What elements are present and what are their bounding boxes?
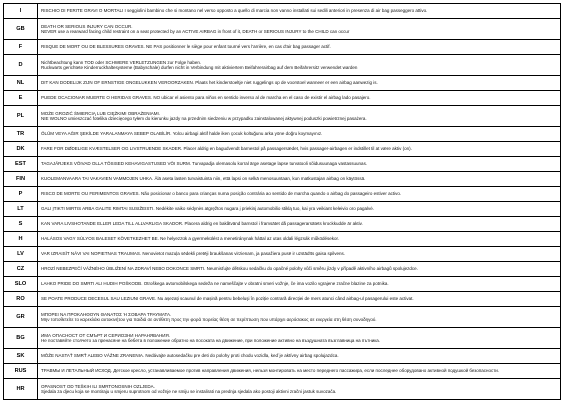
warning-row-lt xyxy=(4,202,561,217)
language-code: TR xyxy=(4,127,38,142)
warning-line: RISCHIO DI FERITE GRAVI O MORTALI I seggiolini bambino che si montano nel verso opposto a quello di marcia non vanno installati sui sedili anteriori in presenza di air bag passeggero attivo. xyxy=(41,8,428,14)
warning-line: SE POATE PRODUCE DECESUL SAU LEZIUNI GRAVE. Nu așezați scaunul de mașină pentru bebeluşi în poziție contrară direcției de mers atunci când airbag-ul pasagerului este activat. xyxy=(41,296,414,302)
warning-row-gr xyxy=(4,307,561,328)
language-code: I xyxy=(4,4,38,19)
warning-line: KAN VARA LIVSHOTANDE ELLER LEDA TILL ALLVARLIGA SKADOR. Placera aldrig en bakåtvänd barnstol i framsätet då passagerarsätets krockkudde är aktiv. xyxy=(41,221,363,227)
warning-text xyxy=(38,202,561,217)
warning-line: MOŻE GROZIĆ ŚMIERCIĄ LUB CIĘŻKIMI OBRAŻENIAMI. xyxy=(41,110,161,116)
language-code: RO xyxy=(4,292,38,307)
warning-line: DEATH OR SERIOUS INJURY CAN OCCUR. xyxy=(41,23,133,29)
language-code: SK xyxy=(4,349,38,364)
warning-line: LAHKO PRIDE DO SMRTI ALI HUDIH POŠKODB. Otroškega avtomobilskega sedeža ne nameščajte v obratni smeri vožnje, če ima vozilo vgrajene zračne blazine za potnika. xyxy=(41,281,389,287)
language-code: S xyxy=(4,217,38,232)
warning-line: OPASNOST OD TEŠKIH ILI SMRTONOSNIH OZLJEDA. xyxy=(41,383,155,389)
language-code: RUS xyxy=(4,364,38,379)
language-code: SLO xyxy=(4,277,38,292)
warning-line: RISQUE DE MORT OU DE BLESSURES GRAVES. NE PAS positionner le siège pour enfant tourné vers l'arrière, en cas d'air bag passager actif. xyxy=(41,44,331,50)
language-code: GB xyxy=(4,19,38,40)
language-code: E xyxy=(4,91,38,106)
warning-row-tr xyxy=(4,127,561,142)
warning-text xyxy=(38,232,561,247)
warning-line: GALI ĮTIKTI MIRTIS ARBA GALITE RIMTAI SUSIŽEISTI. Nedėkite vaiko sėdynės atgręžtos nugara į priekinį automobilio stiklą tuo, kai yra veikiant keleivio oro pagalvė. xyxy=(41,206,374,212)
warning-text xyxy=(38,262,561,277)
airbag-warning-document xyxy=(3,3,561,400)
warning-row-f xyxy=(4,40,561,55)
warning-line: ÖLÜM VEYA AĞIR ŞEKİLDE YARALANMAYA SEBEP OLABİLİR. Yolcu airbagi aktif halde iken çocuk koltuğunu arka yöne doğru koymayınız. xyxy=(41,131,323,137)
warning-row-lv xyxy=(4,247,561,262)
language-code: PL xyxy=(4,106,38,127)
warning-row-slo xyxy=(4,277,561,292)
warning-text xyxy=(38,157,561,172)
warning-text xyxy=(38,328,561,349)
warning-row-cz xyxy=(4,262,561,277)
warning-row-pl xyxy=(4,106,561,127)
warning-text xyxy=(38,292,561,307)
warning-line: NIE WOLNO umieszczać fotelika dziecięcego tyłem do kierunku jazdy na przednim siedzeniu w przypadku zainstalowanej aktywnej poduszki powietrznej pasażera. xyxy=(41,116,367,121)
warning-table xyxy=(3,3,561,400)
warning-line: Nichtbeachtung kann TOD oder SCHWERE VERLETZUNGEN zur Folge haben. xyxy=(41,59,202,65)
warning-line: Ruckwarts gerichtete Kinderruckhaltesysteme (Babyschale) durfen nicht in Verbindung mit aktiviertem Beifahrerairbag auf dem Beifahrersitz verwendet warden xyxy=(41,65,358,70)
warning-row-bg xyxy=(4,328,561,349)
warning-text xyxy=(38,127,561,142)
language-code: GR xyxy=(4,307,38,328)
language-code: EST xyxy=(4,157,38,172)
language-code: F xyxy=(4,40,38,55)
warning-line: Μην τοποθετείτε το καρεκλάκι αυτοκινήτου για παιδιά σε αντίθετη προς την φορά πορείας θέση σε περίπτωση που υπάρχει αερόσακος σε ενεργεία στη θέση συνοδηγού. xyxy=(41,317,377,322)
language-code: P xyxy=(4,187,38,202)
warning-text xyxy=(38,364,561,379)
warning-row-gb xyxy=(4,19,561,40)
warning-text xyxy=(38,91,561,106)
warning-text xyxy=(38,277,561,292)
warning-text xyxy=(38,19,561,40)
warning-text xyxy=(38,217,561,232)
warning-line: PUEDE OCACIONAR MUERTE O HERIDAS GRAVES. NO ubicar el asiento para niños en sentido inverso al de marcha en el caso de existir el airbag lado pasajero. xyxy=(41,95,371,101)
warning-line: MÔŽE NASTAŤ SMRŤ ALEBO VÁŽNE ZRANENIA. Nedávajte autosedačku pre deti do polohy proti chodu vozidla, keď je aktívny airbag spolujazdca. xyxy=(41,353,339,359)
warning-row-hr xyxy=(4,379,561,400)
warning-text xyxy=(38,187,561,202)
warning-text xyxy=(38,307,561,328)
warning-row-d xyxy=(4,55,561,76)
language-code: D xyxy=(4,55,38,76)
language-code: HR xyxy=(4,379,38,400)
warning-line: DIT KAN DODELIJK ZIJN OF ERNSTIGE ONGELUKKEN VEROORZAKEN. Plaats het kinderstoeltje niet ruggelings op de voorstoel wanneer er een airbag aanwezig is. xyxy=(41,80,378,86)
warning-line: KUOLEMANVAARA TAI VAKAVIEN VAMMOJEN UHKA. Älä aseta lasten turvaistuinta niin, että lapsi on selkä menosuuntaan, kun matkustajan airbag on käytössä. xyxy=(41,176,366,182)
warning-text xyxy=(38,172,561,187)
warning-row-nl xyxy=(4,76,561,91)
warning-line: Не поставяйте столчето за пренасяне на бебета в положение обратно на посоката на движение, при положение активно на въздушната възглавница на пътника. xyxy=(41,338,381,343)
warning-line: HROZÍ NEBEZPEČÍ VÁŽNÉHO ÚBLIŽENÍ NA ZDRAVÍ NEBO DOKONCE SMRTI. Neumisťujte dětskou sedačku do opačné polohy vůči směru jízdy v případě aktivního airbagů spolujezdce. xyxy=(41,266,418,272)
warning-text xyxy=(38,379,561,400)
warning-row-est xyxy=(4,157,561,172)
warning-line: VAR IZRAISĪT NĀVI VAI NOPIETNAS TRAUMAS. Nenovietot mazuļa sēdekli pretēji braukšanas virzienam, ja pasažiera pusē ir uzstādīts gaisa spilvens. xyxy=(41,251,346,257)
warning-text xyxy=(38,142,561,157)
warning-text xyxy=(38,247,561,262)
warning-row-e xyxy=(4,91,561,106)
warning-row-s xyxy=(4,217,561,232)
warning-row-ro xyxy=(4,292,561,307)
warning-row-dk xyxy=(4,142,561,157)
warning-line: NEVER use a rearward facing child restraint on a seat protected by an ACTIVE AIRBAG in front of it, DEATH or SERIOUS INJURY to the CHILD can occur xyxy=(41,29,350,34)
warning-line: Sjedala za djecu koja se montiraju u smjeru suprotnom od vožnje ne smiju se instalirati na prednja sjedala ako postoji aktivni zračni jastuk suvozača. xyxy=(41,389,337,394)
warning-line: ΜΠΟΡΕΙ ΝΑ ΠΡΟΚΛΗΘΟΥΝ ΘΑΝΑΤΟΣ Ή ΣΟΒΑΡΑ ΤΡΑΥΜΑΤΑ. xyxy=(41,311,172,317)
warning-text xyxy=(38,40,561,55)
warning-text xyxy=(38,76,561,91)
warning-text xyxy=(38,106,561,127)
language-code: CZ xyxy=(4,262,38,277)
language-code: NL xyxy=(4,76,38,91)
warning-line: TAGAJÄRJEKS VÕIVAD OLLA TÕSISED KEHAVIGASTUSED VÕI SURM. Turvapadja olemasolu korral ärge asetage lapse turvatooli sõidusuunaga vastassuunas. xyxy=(41,161,368,167)
warning-text xyxy=(38,349,561,364)
warning-row-rus xyxy=(4,364,561,379)
warning-line: HALÁSOS VAGY SÚLYOS BALESET KÖVETKEZHET BE. Ne helyezzük a gyermekülést a menetiránynak háttal az utas oldali légzsák működésekor. xyxy=(41,236,339,242)
warning-row-sk xyxy=(4,349,561,364)
language-code: DK xyxy=(4,142,38,157)
warning-line: FARE FOR DØDELIGE KVÆSTELSER OG LIVSTRUENDE SKADER. Placer aldrig en bagudvendt barnestol på passagersædet, hvis passager-airbagen er indstillet til at være aktiv (on). xyxy=(41,146,412,152)
language-code: FIN xyxy=(4,172,38,187)
warning-row-i xyxy=(4,4,561,19)
warning-row-p xyxy=(4,187,561,202)
warning-text xyxy=(38,55,561,76)
warning-line: ТРАВМЫ И ЛЕТАЛЬНЫЙ ИСХОД. Детское кресло, устанавливаемое против направления движения, нельзя монтировать на место переднего пассажира, если последнее оборудовано активной подушкой безопасности. xyxy=(41,368,500,374)
warning-text xyxy=(38,4,561,19)
warning-row-fin xyxy=(4,172,561,187)
language-code: H xyxy=(4,232,38,247)
warning-row-h xyxy=(4,232,561,247)
language-code: LT xyxy=(4,202,38,217)
language-code: BG xyxy=(4,328,38,349)
warning-line: RISCO DE MORTE OU FERIMENTOS GRAVES. Não posicionar o banco para crianças numa posição contrária ao sentido de marcha quando o airbag do passageiro estiver activo. xyxy=(41,191,402,197)
warning-line: ИМА ОПАСНОСТ ОТ СМЪРТ И СЕРИОЗНИ НАРАНЯВАНИЯ. xyxy=(41,332,170,338)
language-code: LV xyxy=(4,247,38,262)
